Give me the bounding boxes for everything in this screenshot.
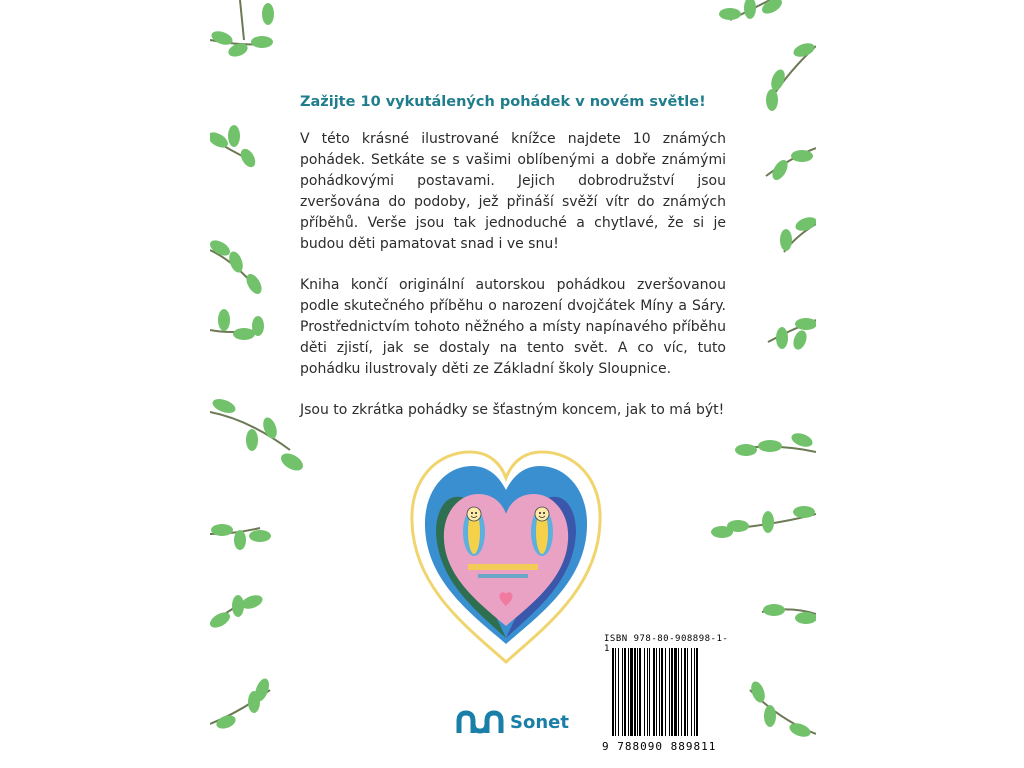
paragraph-1: V této krásné ilustrované knížce najdete 10 známých pohádek. Setkáte se s vašimi oblíbenými a dobře známými pohádkovými postavami. Jejich dobrodružství jsou zveršována do podoby, jež přináší svěží vítr do známých příběhů. Verše jsou tak jednoduché a chytlavé, že si je budou děti pamatovat snad i ve snu!	[300, 131, 726, 252]
isbn-label: ISBN 978-80-908898-1-1	[604, 634, 729, 654]
paragraph-2: Kniha končí originální autorskou pohádkou zveršovanou podle skutečného příběhu o narození dvojčátek Míny a Sáry. Prostřednictvím tohoto něžného a místy napínavého příběhu děti zjistí, jak se dostaly na tento svět. A co víc, tuto pohádku ilustrovaly děti ze Základní školy Sloupnice.	[300, 277, 726, 377]
book-back-cover	[210, 0, 816, 768]
barcode-bars	[602, 648, 726, 744]
headline: Zažijte 10 vykutálených pohádek v novém světle!	[300, 94, 706, 110]
barcode-digits: 9 788090 889811	[602, 740, 717, 753]
paragraph-3: Jsou to zkrátka pohádky se šťastným koncem, jak to má být!	[300, 402, 725, 418]
publisher-logo	[456, 709, 569, 735]
publisher-name: Sonet	[510, 711, 569, 733]
isbn-barcode	[600, 634, 730, 758]
heart-illustration	[408, 448, 604, 666]
description-text	[300, 92, 726, 441]
sonet-logo-icon	[456, 709, 506, 735]
